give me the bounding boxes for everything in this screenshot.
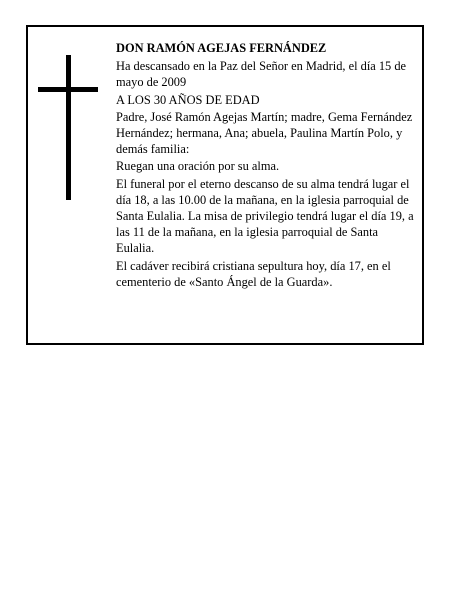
funeral-details: El funeral por el eterno descanso de su alma tendrá lugar el día 18, a las 10.00 de la mañana, en la iglesia parroquial de Santa Eulalia. La misa de privilegio tendrá lugar el día 19, a las 11 de la mañana, en la iglesia parroquial de Santa Eulalia. — [116, 176, 414, 256]
burial-details: El cadáver recibirá cristiana sepultura hoy, día 17, en el cementerio de «Santo Ángel de la Guarda». — [116, 258, 391, 289]
prayer-request: Ruegan una oración por su alma. — [116, 159, 280, 174]
family-list: Padre, José Ramón Agejas Martín; madre, Gema Fernández Hernández; hermana, Ana; abuela, Paulina Martín Polo, y demás familia: — [116, 109, 413, 157]
death-statement: Ha descansado en la Paz del Señor en Madrid, el día 15 de mayo de 2009 — [116, 59, 407, 90]
cross-horizontal-bar — [38, 87, 98, 92]
cross-vertical-bar — [66, 55, 71, 200]
obituary-notice — [26, 25, 424, 345]
age-line: A LOS 30 AÑOS DE EDAD — [116, 92, 260, 107]
cross-icon — [38, 55, 98, 200]
obituary-text — [116, 40, 418, 291]
deceased-name: DON RAMÓN AGEJAS FERNÁNDEZ — [116, 41, 327, 55]
